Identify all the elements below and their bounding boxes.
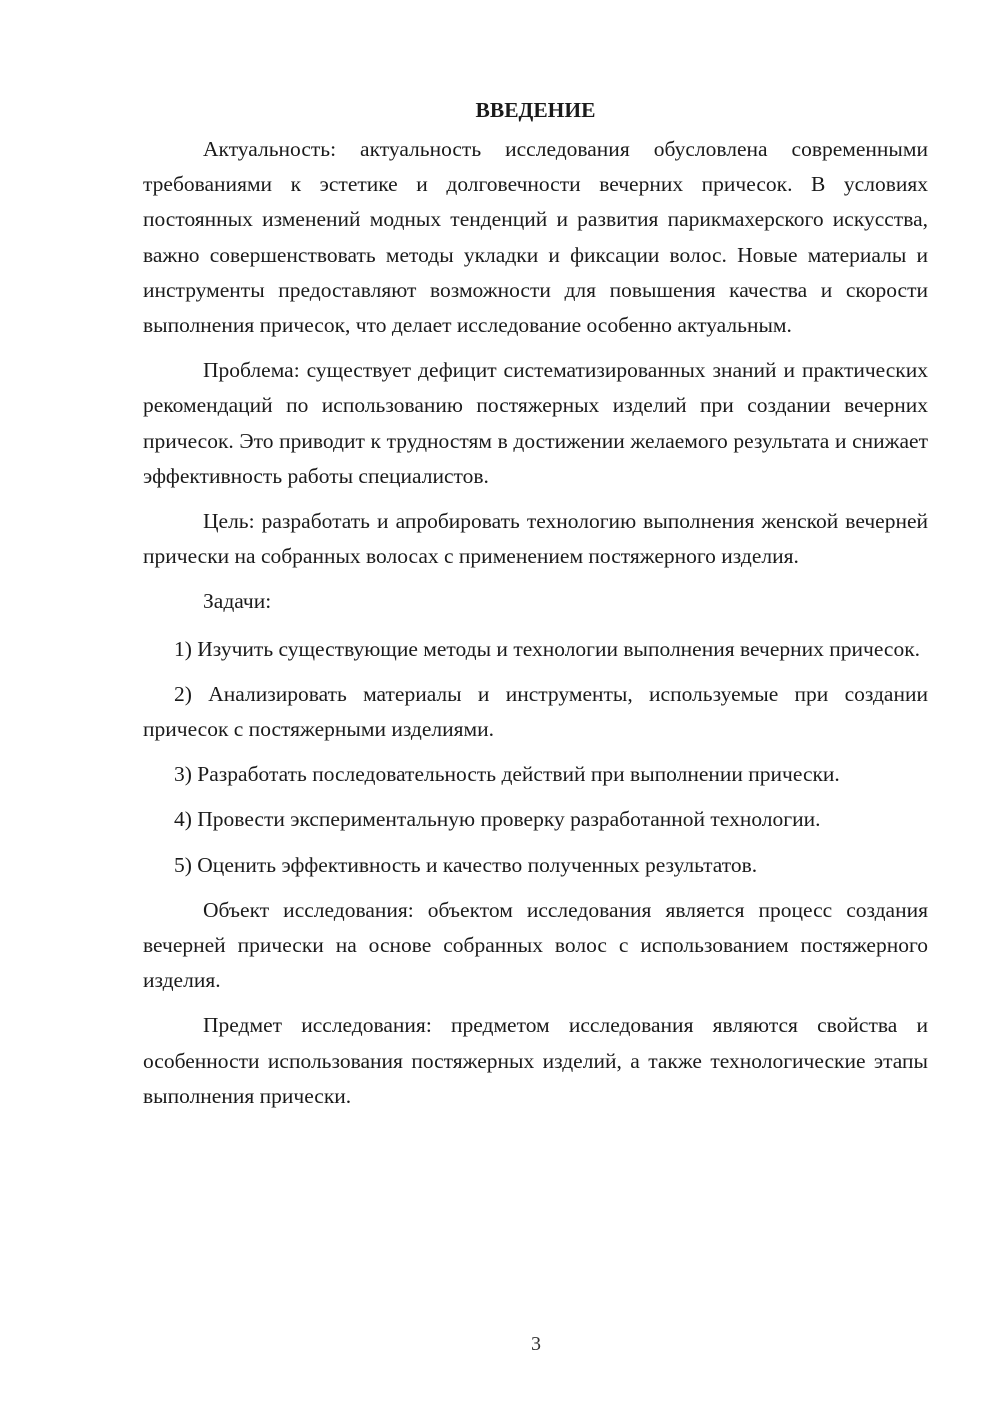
task-item-2: 2) Анализировать материалы и инструменты, используемые при создании причесок с постяжерными изделиями. [143,681,928,742]
task-item-3: 3) Разработать последовательность действий при выполнении прически. [174,762,840,787]
goal-paragraph: Цель: разработать и апробировать технологию выполнения женской вечерней прически на собранных волосах с применением постяжерного изделия. [143,509,928,569]
document-page [143,93,928,1124]
page-title: ВВЕДЕНИЕ [475,98,596,122]
task-item-1: 1) Изучить существующие методы и технологии выполнения вечерних причесок. [174,636,921,661]
page-number: 3 [531,1333,541,1355]
tasks-heading: Задачи: [203,589,272,614]
problem-paragraph: Проблема: существует дефицит систематизированных знаний и практических рекомендаций по использованию постяжерных изделий при создании вечерних причесок. Это приводит к трудностям в достижении желаемого результата и снижает эффективность работы специалистов. [143,358,928,488]
subject-paragraph: Предмет исследования: предметом исследования являются свойства и особенности использования постяжерных изделий, а также технологические этапы выполнения прически. [143,1013,928,1108]
object-paragraph: Объект исследования: объектом исследования является процесс создания вечерней прически на основе собранных волос с использованием постяжерного изделия. [143,897,928,993]
relevance-paragraph: Актуальность: актуальность исследования обусловлена современными требованиями к эстетике и долговечности вечерних причесок. В условиях постоянных изменений модных тенденций и развития парикмахерского искусства, важно совершенствовать методы укладки и фиксации волос. Новые материалы и инструменты предоставляют возможности для повышения качества и скорости выполнения причесок, что делает исследование особенно актуальным. [143,137,928,338]
task-item-4: 4) Провести экспериментальную проверку разработанной технологии. [174,807,821,832]
task-item-5: 5) Оценить эффективность и качество полученных результатов. [174,852,758,877]
